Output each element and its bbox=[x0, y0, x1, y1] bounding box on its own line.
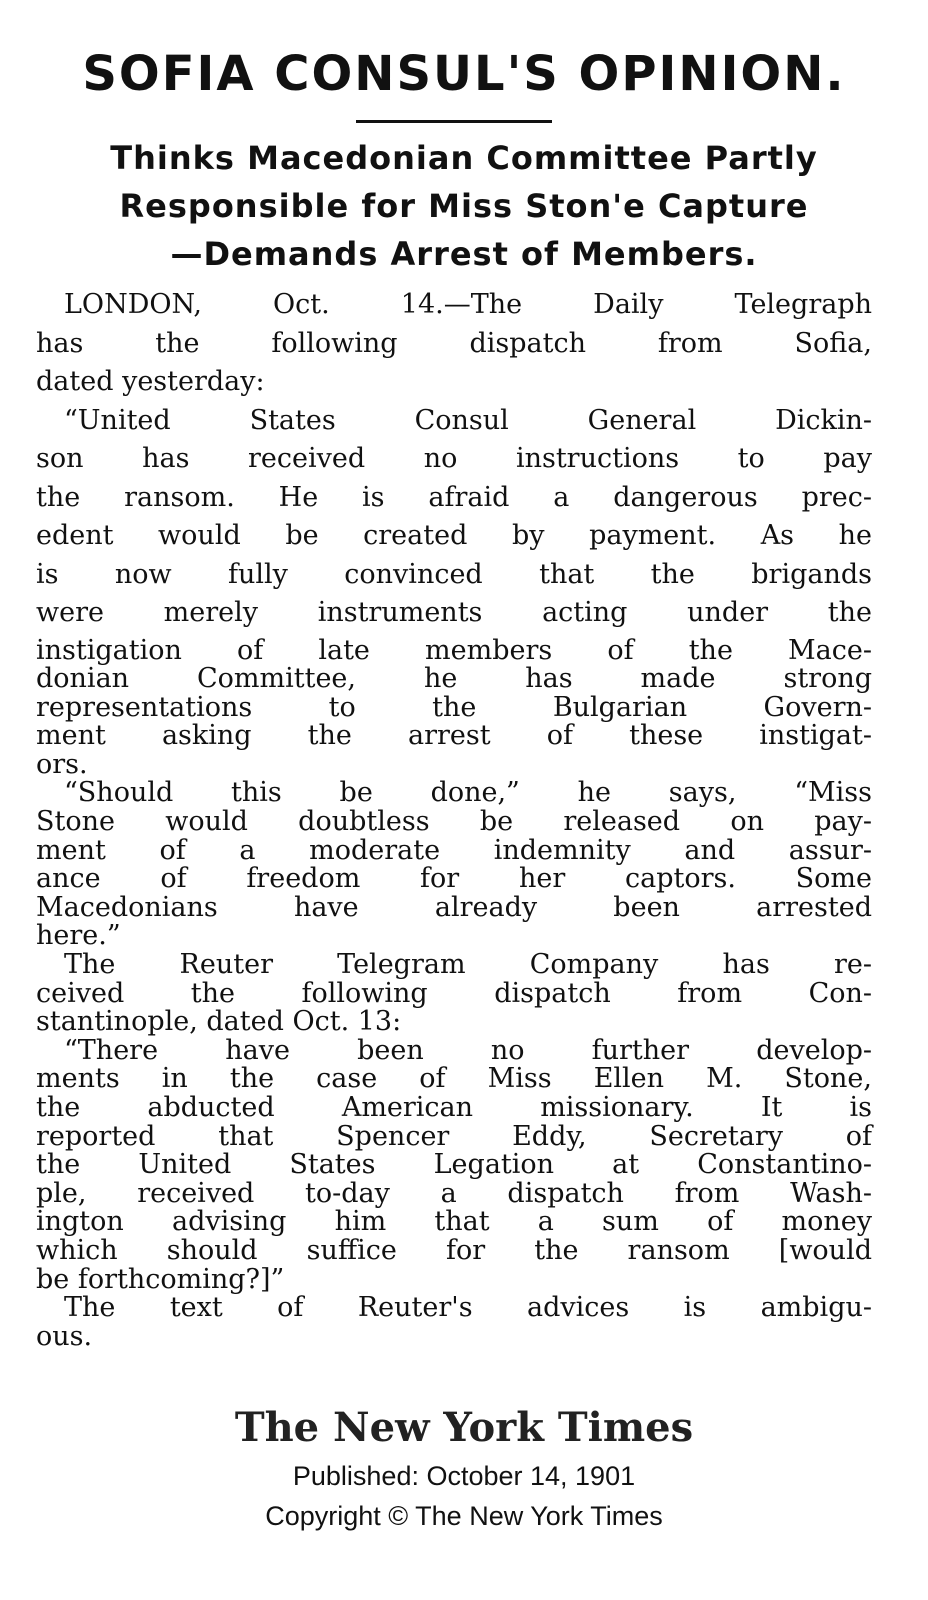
text-line: The Reuter Telegram Company has re- bbox=[64, 949, 872, 981]
paragraph-instigation bbox=[36, 634, 872, 780]
text-line: the United States Legation at Constantino- bbox=[36, 1149, 872, 1181]
text-line: representations to the Bulgarian Govern- bbox=[36, 691, 872, 723]
text-line: LONDON, Oct. 14.—The Daily Telegraph bbox=[64, 289, 872, 320]
text-line: Macedonians have already been arrested bbox=[36, 891, 872, 923]
paragraph-dateline bbox=[36, 286, 872, 402]
published-date: Published: October 14, 1901 bbox=[292, 1461, 636, 1491]
text-line: ment asking the arrest of these instigat- bbox=[36, 720, 872, 752]
text-line: which should suffice for the ransom [would bbox=[36, 1234, 872, 1266]
text-line: stantinople, dated Oct. 13: bbox=[36, 1006, 402, 1038]
text-line: reported that Spencer Eddy, Secretary of bbox=[36, 1120, 872, 1152]
copyright-notice: Copyright © The New York Times bbox=[265, 1501, 663, 1531]
subhead-line: —Demands Arrest of Members. bbox=[170, 235, 758, 273]
text-line: the ransom. He is afraid a dangerous prec- bbox=[36, 481, 872, 513]
text-line: donian Committee, he has made strong bbox=[36, 663, 872, 695]
nyt-masthead-logo: The New York Times bbox=[234, 1404, 694, 1451]
text-line: edent would be created by payment. As he bbox=[36, 520, 872, 551]
text-line: ple, received to-day a dispatch from Wash- bbox=[36, 1177, 872, 1209]
text-line: instigation of late members of the Mace- bbox=[36, 634, 872, 666]
text-line: here.” bbox=[36, 920, 121, 952]
text-line: the abducted American missionary. It is bbox=[36, 1092, 872, 1123]
text-line: ment of a moderate indemnity and assur- bbox=[36, 834, 872, 866]
text-line: be forthcoming?]” bbox=[36, 1263, 285, 1295]
text-line: ous. bbox=[36, 1320, 93, 1352]
paragraph-consul-quote bbox=[36, 402, 872, 633]
paragraph-constantinople-quote bbox=[36, 1034, 872, 1295]
text-line: “United States Consul General Dickin- bbox=[64, 404, 872, 436]
headline-rule bbox=[356, 120, 552, 123]
article-body bbox=[36, 286, 872, 1351]
text-line: The text of Reuter's advices is ambigu- bbox=[64, 1292, 872, 1324]
text-line: were merely instruments acting under the bbox=[36, 597, 872, 628]
text-line: ance of freedom for her captors. Some bbox=[36, 863, 872, 895]
text-line: “There have been no further develop- bbox=[64, 1034, 872, 1066]
text-line: has the following dispatch from Sofia, bbox=[36, 327, 872, 359]
text-line: ington advising him that a sum of money bbox=[36, 1206, 872, 1238]
text-line: ments in the case of Miss Ellen M. Stone, bbox=[36, 1063, 872, 1095]
paragraph-reuter bbox=[36, 951, 872, 1037]
paragraph-ambiguous bbox=[36, 1294, 872, 1351]
text-line: ors. bbox=[36, 748, 88, 780]
text-line: dated yesterday: bbox=[36, 366, 265, 397]
text-line: is now fully convinced that the brigands bbox=[36, 558, 872, 590]
text-line: Stone would doubtless be released on pay- bbox=[36, 806, 872, 838]
footer bbox=[0, 1400, 928, 1536]
subhead-line: Responsible for Miss Ston'e Capture bbox=[119, 187, 809, 225]
text-line: son has received no instructions to pay bbox=[36, 443, 872, 474]
text-line: ceived the following dispatch from Con- bbox=[36, 977, 872, 1009]
text-line: “Should this be done,” he says, “Miss bbox=[64, 777, 872, 809]
subhead-line: Thinks Macedonian Committee Partly bbox=[110, 139, 818, 177]
subheadline bbox=[30, 134, 898, 278]
headline: SOFIA CONSUL'S OPINION. bbox=[82, 46, 846, 102]
paragraph-should-this-be-done bbox=[36, 779, 872, 951]
